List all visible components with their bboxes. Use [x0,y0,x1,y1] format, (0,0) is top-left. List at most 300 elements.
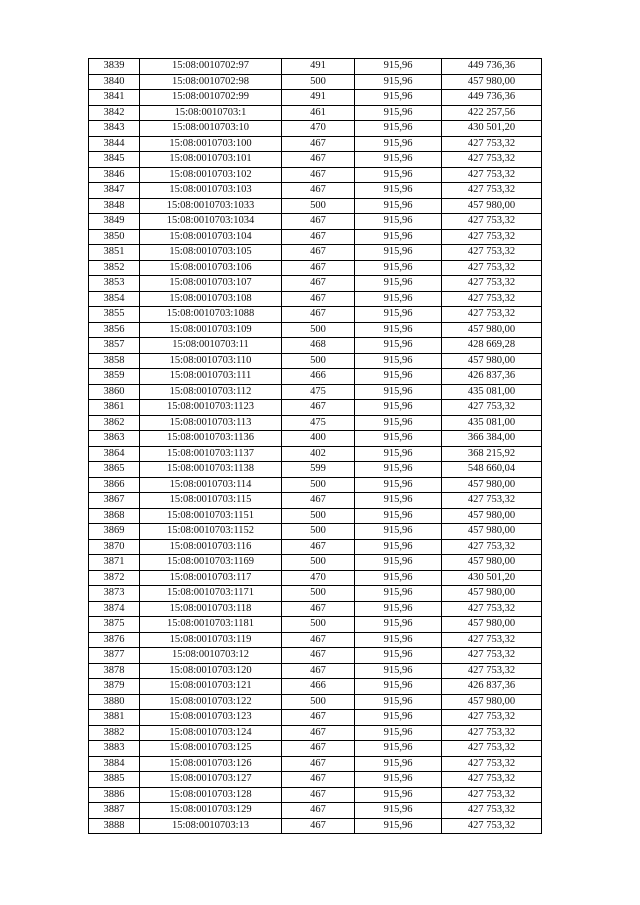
row-number-cell: 3858 [89,353,140,369]
cadastral-value-cell: 427 753,32 [442,276,542,292]
cadastral-number-cell: 15:08:0010703:124 [140,725,282,741]
area-cell: 467 [282,214,355,230]
specific-value-cell: 915,96 [355,400,442,416]
cadastral-value-cell: 457 980,00 [442,508,542,524]
area-cell: 470 [282,570,355,586]
cadastral-number-cell: 15:08:0010703:108 [140,291,282,307]
cadastral-number-cell: 15:08:0010703:126 [140,756,282,772]
cadastral-value-cell: 548 660,04 [442,462,542,478]
cadastral-value-cell: 430 501,20 [442,121,542,137]
specific-value-cell: 915,96 [355,632,442,648]
table-row [89,369,542,385]
cadastral-number-cell: 15:08:0010703:105 [140,245,282,261]
cadastral-value-cell: 368 215,92 [442,446,542,462]
cadastral-number-cell: 15:08:0010703:10 [140,121,282,137]
cadastral-value-cell: 427 753,32 [442,152,542,168]
cadastral-number-cell: 15:08:0010703:121 [140,679,282,695]
table-row [89,431,542,447]
cadastral-number-cell: 15:08:0010703:100 [140,136,282,152]
row-number-cell: 3844 [89,136,140,152]
cadastral-number-cell: 15:08:0010703:129 [140,803,282,819]
table-row [89,694,542,710]
specific-value-cell: 915,96 [355,183,442,199]
cadastral-value-cell: 427 753,32 [442,245,542,261]
table-row [89,524,542,540]
specific-value-cell: 915,96 [355,648,442,664]
specific-value-cell: 915,96 [355,663,442,679]
row-number-cell: 3849 [89,214,140,230]
area-cell: 466 [282,679,355,695]
area-cell: 467 [282,493,355,509]
area-cell: 467 [282,152,355,168]
cadastral-number-cell: 15:08:0010703:107 [140,276,282,292]
row-number-cell: 3856 [89,322,140,338]
table-row [89,555,542,571]
row-number-cell: 3860 [89,384,140,400]
specific-value-cell: 915,96 [355,152,442,168]
area-cell: 467 [282,818,355,834]
specific-value-cell: 915,96 [355,462,442,478]
area-cell: 500 [282,524,355,540]
table-body [89,59,542,834]
area-cell: 500 [282,74,355,90]
specific-value-cell: 915,96 [355,214,442,230]
table-row [89,493,542,509]
cadastral-number-cell: 15:08:0010703:1034 [140,214,282,230]
table-row [89,74,542,90]
table-row [89,276,542,292]
cadastral-number-cell: 15:08:0010703:101 [140,152,282,168]
row-number-cell: 3876 [89,632,140,648]
cadastral-value-table [88,58,542,834]
cadastral-number-cell: 15:08:0010703:104 [140,229,282,245]
area-cell: 475 [282,415,355,431]
row-number-cell: 3884 [89,756,140,772]
cadastral-value-cell: 427 753,32 [442,229,542,245]
area-cell: 467 [282,136,355,152]
area-cell: 500 [282,322,355,338]
row-number-cell: 3851 [89,245,140,261]
cadastral-number-cell: 15:08:0010703:110 [140,353,282,369]
area-cell: 468 [282,338,355,354]
table-row [89,818,542,834]
cadastral-number-cell: 15:08:0010703:117 [140,570,282,586]
cadastral-value-cell: 427 753,32 [442,818,542,834]
area-cell: 467 [282,183,355,199]
cadastral-value-cell: 457 980,00 [442,694,542,710]
cadastral-value-cell: 427 753,32 [442,741,542,757]
table-row [89,648,542,664]
row-number-cell: 3855 [89,307,140,323]
cadastral-number-cell: 15:08:0010703:127 [140,772,282,788]
cadastral-value-cell: 427 753,32 [442,136,542,152]
cadastral-number-cell: 15:08:0010703:1152 [140,524,282,540]
table-row [89,725,542,741]
area-cell: 467 [282,710,355,726]
specific-value-cell: 915,96 [355,617,442,633]
cadastral-value-cell: 449 736,36 [442,59,542,75]
cadastral-value-cell: 427 753,32 [442,601,542,617]
area-cell: 467 [282,803,355,819]
row-number-cell: 3872 [89,570,140,586]
area-cell: 467 [282,245,355,261]
row-number-cell: 3839 [89,59,140,75]
specific-value-cell: 915,96 [355,803,442,819]
area-cell: 467 [282,601,355,617]
table-row [89,338,542,354]
cadastral-value-cell: 457 980,00 [442,524,542,540]
table-row [89,291,542,307]
cadastral-value-cell: 457 980,00 [442,353,542,369]
cadastral-value-cell: 427 753,32 [442,756,542,772]
row-number-cell: 3854 [89,291,140,307]
cadastral-number-cell: 15:08:0010702:99 [140,90,282,106]
row-number-cell: 3843 [89,121,140,137]
area-cell: 491 [282,59,355,75]
cadastral-number-cell: 15:08:0010703:1181 [140,617,282,633]
cadastral-value-cell: 430 501,20 [442,570,542,586]
cadastral-value-cell: 457 980,00 [442,586,542,602]
cadastral-number-cell: 15:08:0010703:120 [140,663,282,679]
area-cell: 470 [282,121,355,137]
cadastral-number-cell: 15:08:0010702:98 [140,74,282,90]
cadastral-number-cell: 15:08:0010703:102 [140,167,282,183]
cadastral-value-cell: 427 753,32 [442,663,542,679]
table-row [89,105,542,121]
cadastral-value-cell: 427 753,32 [442,307,542,323]
specific-value-cell: 915,96 [355,121,442,137]
cadastral-value-cell: 427 753,32 [442,214,542,230]
cadastral-value-cell: 427 753,32 [442,260,542,276]
cadastral-value-cell: 428 669,28 [442,338,542,354]
table-row [89,477,542,493]
cadastral-value-cell: 435 081,00 [442,384,542,400]
cadastral-number-cell: 15:08:0010703:12 [140,648,282,664]
row-number-cell: 3867 [89,493,140,509]
row-number-cell: 3880 [89,694,140,710]
row-number-cell: 3882 [89,725,140,741]
specific-value-cell: 915,96 [355,384,442,400]
table-row [89,167,542,183]
specific-value-cell: 915,96 [355,787,442,803]
specific-value-cell: 915,96 [355,291,442,307]
table-row [89,90,542,106]
area-cell: 500 [282,586,355,602]
cadastral-number-cell: 15:08:0010703:1171 [140,586,282,602]
specific-value-cell: 915,96 [355,167,442,183]
row-number-cell: 3885 [89,772,140,788]
row-number-cell: 3883 [89,741,140,757]
row-number-cell: 3864 [89,446,140,462]
row-number-cell: 3840 [89,74,140,90]
cadastral-value-cell: 427 753,32 [442,803,542,819]
cadastral-value-cell: 422 257,56 [442,105,542,121]
area-cell: 402 [282,446,355,462]
row-number-cell: 3848 [89,198,140,214]
specific-value-cell: 915,96 [355,74,442,90]
row-number-cell: 3866 [89,477,140,493]
row-number-cell: 3868 [89,508,140,524]
area-cell: 467 [282,260,355,276]
cadastral-value-cell: 457 980,00 [442,322,542,338]
specific-value-cell: 915,96 [355,555,442,571]
cadastral-value-cell: 426 837,36 [442,679,542,695]
specific-value-cell: 915,96 [355,245,442,261]
specific-value-cell: 915,96 [355,446,442,462]
cadastral-value-cell: 427 753,32 [442,400,542,416]
area-cell: 467 [282,539,355,555]
specific-value-cell: 915,96 [355,477,442,493]
area-cell: 599 [282,462,355,478]
cadastral-number-cell: 15:08:0010703:119 [140,632,282,648]
specific-value-cell: 915,96 [355,741,442,757]
cadastral-number-cell: 15:08:0010703:1169 [140,555,282,571]
specific-value-cell: 915,96 [355,136,442,152]
area-cell: 467 [282,276,355,292]
table-row [89,136,542,152]
area-cell: 467 [282,772,355,788]
table-row [89,415,542,431]
specific-value-cell: 915,96 [355,431,442,447]
row-number-cell: 3857 [89,338,140,354]
area-cell: 500 [282,353,355,369]
area-cell: 467 [282,167,355,183]
table-row [89,508,542,524]
specific-value-cell: 915,96 [355,90,442,106]
cadastral-value-cell: 457 980,00 [442,617,542,633]
row-number-cell: 3852 [89,260,140,276]
row-number-cell: 3878 [89,663,140,679]
table-row [89,663,542,679]
table-row [89,570,542,586]
cadastral-value-cell: 427 753,32 [442,632,542,648]
row-number-cell: 3863 [89,431,140,447]
cadastral-value-cell: 427 753,32 [442,772,542,788]
specific-value-cell: 915,96 [355,353,442,369]
specific-value-cell: 915,96 [355,818,442,834]
specific-value-cell: 915,96 [355,276,442,292]
cadastral-value-cell: 457 980,00 [442,477,542,493]
row-number-cell: 3869 [89,524,140,540]
table-row [89,586,542,602]
cadastral-number-cell: 15:08:0010703:123 [140,710,282,726]
cadastral-value-cell: 427 753,32 [442,725,542,741]
area-cell: 467 [282,648,355,664]
area-cell: 500 [282,617,355,633]
specific-value-cell: 915,96 [355,198,442,214]
cadastral-number-cell: 15:08:0010703:116 [140,539,282,555]
specific-value-cell: 915,96 [355,59,442,75]
area-cell: 500 [282,198,355,214]
table-row [89,214,542,230]
cadastral-value-cell: 457 980,00 [442,198,542,214]
specific-value-cell: 915,96 [355,415,442,431]
cadastral-value-cell: 427 753,32 [442,787,542,803]
area-cell: 500 [282,477,355,493]
table-row [89,229,542,245]
row-number-cell: 3886 [89,787,140,803]
area-cell: 467 [282,307,355,323]
table-row [89,245,542,261]
specific-value-cell: 915,96 [355,679,442,695]
cadastral-number-cell: 15:08:0010703:1088 [140,307,282,323]
table-row [89,260,542,276]
area-cell: 500 [282,508,355,524]
area-cell: 467 [282,663,355,679]
table-row [89,353,542,369]
area-cell: 466 [282,369,355,385]
table-row [89,617,542,633]
specific-value-cell: 915,96 [355,493,442,509]
specific-value-cell: 915,96 [355,586,442,602]
cadastral-number-cell: 15:08:0010703:115 [140,493,282,509]
cadastral-number-cell: 15:08:0010703:1137 [140,446,282,462]
row-number-cell: 3870 [89,539,140,555]
table-row [89,741,542,757]
area-cell: 467 [282,725,355,741]
table-row [89,632,542,648]
cadastral-value-cell: 427 753,32 [442,493,542,509]
table-row [89,787,542,803]
specific-value-cell: 915,96 [355,307,442,323]
specific-value-cell: 915,96 [355,524,442,540]
row-number-cell: 3879 [89,679,140,695]
table-row [89,710,542,726]
cadastral-value-cell: 366 384,00 [442,431,542,447]
specific-value-cell: 915,96 [355,338,442,354]
row-number-cell: 3853 [89,276,140,292]
row-number-cell: 3881 [89,710,140,726]
row-number-cell: 3850 [89,229,140,245]
specific-value-cell: 915,96 [355,725,442,741]
cadastral-value-cell: 435 081,00 [442,415,542,431]
row-number-cell: 3845 [89,152,140,168]
cadastral-number-cell: 15:08:0010703:106 [140,260,282,276]
specific-value-cell: 915,96 [355,508,442,524]
area-cell: 467 [282,632,355,648]
row-number-cell: 3887 [89,803,140,819]
cadastral-number-cell: 15:08:0010703:1 [140,105,282,121]
table-row [89,384,542,400]
cadastral-number-cell: 15:08:0010702:97 [140,59,282,75]
table-row [89,121,542,137]
table-row [89,152,542,168]
cadastral-value-cell: 426 837,36 [442,369,542,385]
table-row [89,756,542,772]
specific-value-cell: 915,96 [355,694,442,710]
cadastral-number-cell: 15:08:0010703:122 [140,694,282,710]
row-number-cell: 3877 [89,648,140,664]
cadastral-value-cell: 427 753,32 [442,648,542,664]
cadastral-value-cell: 427 753,32 [442,183,542,199]
cadastral-number-cell: 15:08:0010703:125 [140,741,282,757]
row-number-cell: 3847 [89,183,140,199]
specific-value-cell: 915,96 [355,229,442,245]
row-number-cell: 3859 [89,369,140,385]
cadastral-number-cell: 15:08:0010703:11 [140,338,282,354]
cadastral-value-cell: 427 753,32 [442,167,542,183]
area-cell: 467 [282,787,355,803]
cadastral-number-cell: 15:08:0010703:1136 [140,431,282,447]
area-cell: 500 [282,555,355,571]
cadastral-value-cell: 457 980,00 [442,74,542,90]
cadastral-number-cell: 15:08:0010703:114 [140,477,282,493]
cadastral-value-cell: 427 753,32 [442,539,542,555]
specific-value-cell: 915,96 [355,369,442,385]
cadastral-value-cell: 427 753,32 [442,710,542,726]
table-row [89,772,542,788]
specific-value-cell: 915,96 [355,601,442,617]
cadastral-number-cell: 15:08:0010703:1151 [140,508,282,524]
row-number-cell: 3841 [89,90,140,106]
area-cell: 400 [282,431,355,447]
row-number-cell: 3861 [89,400,140,416]
cadastral-number-cell: 15:08:0010703:13 [140,818,282,834]
area-cell: 491 [282,90,355,106]
area-cell: 467 [282,741,355,757]
cadastral-number-cell: 15:08:0010703:1123 [140,400,282,416]
cadastral-number-cell: 15:08:0010703:113 [140,415,282,431]
row-number-cell: 3875 [89,617,140,633]
row-number-cell: 3865 [89,462,140,478]
table-row [89,400,542,416]
cadastral-number-cell: 15:08:0010703:1033 [140,198,282,214]
cadastral-number-cell: 15:08:0010703:111 [140,369,282,385]
area-cell: 475 [282,384,355,400]
row-number-cell: 3871 [89,555,140,571]
row-number-cell: 3862 [89,415,140,431]
table-row [89,322,542,338]
cadastral-value-cell: 457 980,00 [442,555,542,571]
table-row [89,446,542,462]
table-row [89,307,542,323]
area-cell: 467 [282,291,355,307]
area-cell: 467 [282,229,355,245]
table-row [89,679,542,695]
cadastral-value-cell: 427 753,32 [442,291,542,307]
specific-value-cell: 915,96 [355,539,442,555]
table-row [89,59,542,75]
cadastral-number-cell: 15:08:0010703:109 [140,322,282,338]
table-row [89,198,542,214]
specific-value-cell: 915,96 [355,322,442,338]
table-row [89,803,542,819]
row-number-cell: 3874 [89,601,140,617]
cadastral-number-cell: 15:08:0010703:1138 [140,462,282,478]
cadastral-number-cell: 15:08:0010703:128 [140,787,282,803]
area-cell: 467 [282,756,355,772]
cadastral-number-cell: 15:08:0010703:112 [140,384,282,400]
specific-value-cell: 915,96 [355,260,442,276]
cadastral-number-cell: 15:08:0010703:103 [140,183,282,199]
specific-value-cell: 915,96 [355,105,442,121]
table-row [89,183,542,199]
row-number-cell: 3888 [89,818,140,834]
cadastral-value-cell: 449 736,36 [442,90,542,106]
table-row [89,601,542,617]
row-number-cell: 3842 [89,105,140,121]
area-cell: 467 [282,400,355,416]
row-number-cell: 3873 [89,586,140,602]
specific-value-cell: 915,96 [355,756,442,772]
specific-value-cell: 915,96 [355,570,442,586]
table-row [89,539,542,555]
table-row [89,462,542,478]
area-cell: 461 [282,105,355,121]
specific-value-cell: 915,96 [355,772,442,788]
area-cell: 500 [282,694,355,710]
cadastral-number-cell: 15:08:0010703:118 [140,601,282,617]
